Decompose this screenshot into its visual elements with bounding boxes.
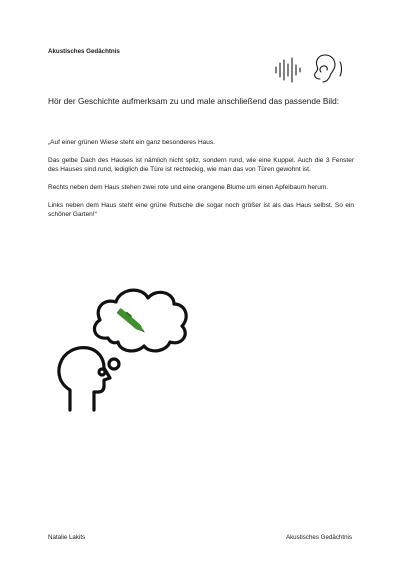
story-paragraph: Das gelbe Dach des Hauses ist nämlich nicht spitz, sondern rund, wie eine Kuppel. Auch die 3 Fenster des Hauses sind rund, lediglich die Türe ist rechteckig, wie man das von Türen gewohnt ist.: [48, 157, 354, 173]
footer-subject: Akustisches Gedächtnis: [285, 534, 352, 541]
story-paragraph: „Auf einer grünen Wiese steht ein ganz besonderes Haus.: [48, 139, 215, 146]
instruction-text: Hör der Geschichte aufmerksam zu und male anschließend das passende Bild:: [48, 96, 340, 106]
story-paragraph: Rechts neben dem Haus stehen zwei rote und eine orangene Blume um einen Apfelbaum herum.: [48, 184, 329, 191]
story-paragraph: Links neben dem Haus steht eine grüne Rutsche die sogar noch größer ist als das Haus selbst. So ein schöner Garten!“: [48, 202, 354, 218]
thinking-head-pen-icon: [50, 282, 200, 422]
page-title: Akustisches Gedächtnis: [48, 48, 120, 55]
ear-soundwave-icon: [268, 52, 344, 86]
footer-author: Natalie Lakits: [48, 534, 86, 541]
pen-icon: [116, 307, 147, 335]
story-text: [48, 138, 354, 228]
